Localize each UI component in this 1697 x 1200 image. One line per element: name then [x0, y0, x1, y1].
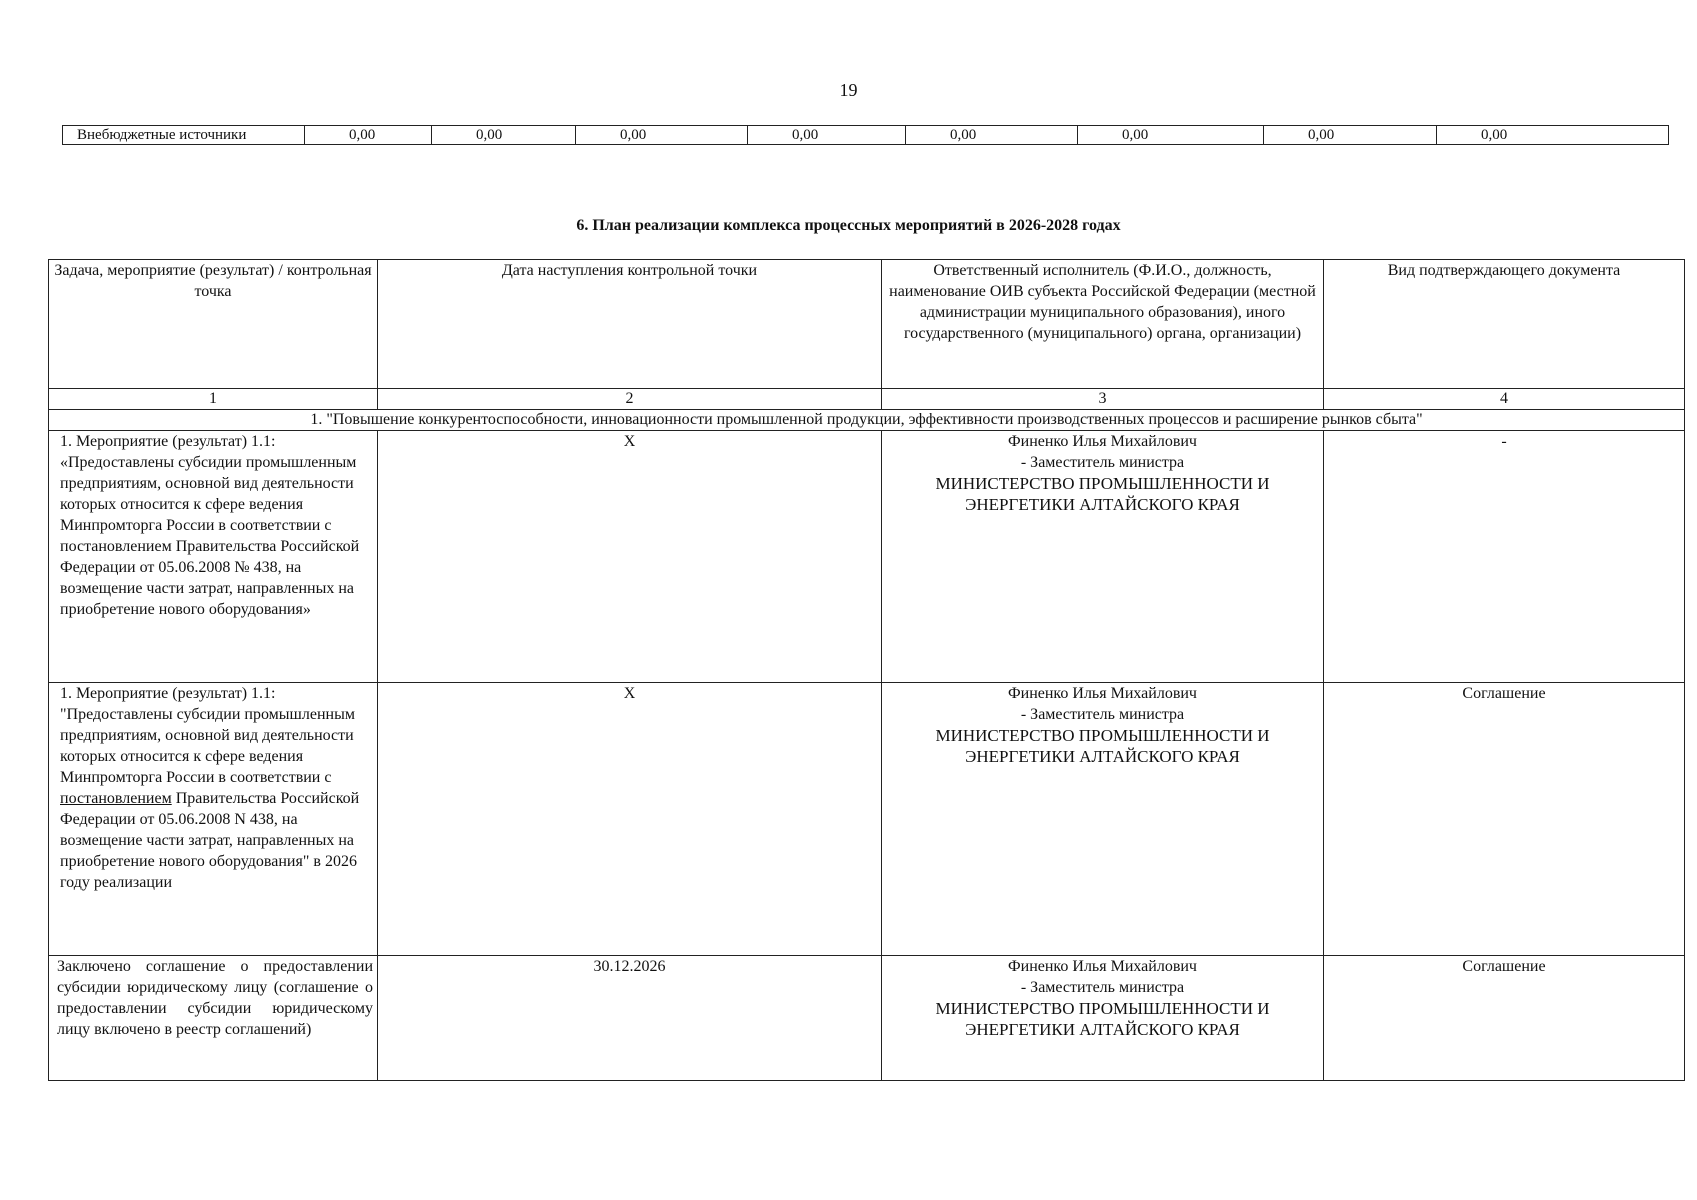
row-document: - [1324, 431, 1685, 683]
funding-value: 0,00 [432, 126, 576, 145]
row-document: Соглашение [1324, 956, 1685, 1081]
responsible-person: Финенко Илья Михайлович [1008, 433, 1197, 450]
row-task: Заключено соглашение о предоставлении субсидии юридическому лицу (соглашение о предоставлении субсидии юридическому лицу включено в реестр соглашений) [49, 956, 378, 1081]
funding-row-label: Внебюджетные источники [63, 126, 305, 145]
column-number: 3 [882, 389, 1324, 410]
row-task [49, 683, 378, 956]
column-number: 1 [49, 389, 378, 410]
funding-value: 0,00 [748, 126, 906, 145]
funding-value: 0,00 [305, 126, 432, 145]
responsible-ministry: МИНИСТЕРСТВО ПРОМЫШЛЕННОСТИ И ЭНЕРГЕТИКИ АЛТАЙСКОГО КРАЯ [935, 474, 1270, 514]
task-text: 1. Мероприятие (результат) 1.1: "Предоставлены субсидии промышленным предприятиям, основной вид деятельности которых относится к сфере ведения Минпромторга России в соответствии с [60, 685, 355, 786]
responsible-person: Финенко Илья Михайлович [1008, 958, 1197, 975]
plan-table-header [49, 260, 1685, 389]
funding-value: 0,00 [1078, 126, 1264, 145]
table-row [49, 431, 1685, 683]
column-number: 4 [1324, 389, 1685, 410]
header-responsible: Ответственный исполнитель (Ф.И.О., должность, наименование ОИВ субъекта Российской Федерации (местной администрации муниципального образования), иного государственного (муниципального) органа, организации) [882, 260, 1324, 389]
plan-table [48, 259, 1685, 1081]
row-document: Соглашение [1324, 683, 1685, 956]
responsible-ministry: МИНИСТЕРСТВО ПРОМЫШЛЕННОСТИ И ЭНЕРГЕТИКИ АЛТАЙСКОГО КРАЯ [935, 726, 1270, 766]
funding-row-extrabudgetary [63, 126, 1669, 145]
row-task: 1. Мероприятие (результат) 1.1: «Предоставлены субсидии промышленным предприятиям, основной вид деятельности которых относится к сфере ведения Минпромторга России в соответствии с постановлением Правительства Российской Федерации от 05.06.2008 № 438, на возмещение части затрат, направленных на приобретение нового оборудования» [49, 431, 378, 683]
column-numbers-row [49, 389, 1685, 410]
section-row [49, 410, 1685, 431]
section-row-text: 1. "Повышение конкурентоспособности, инновационности промышленной продукции, эффективности производственных процессов и расширение рынков сбыта" [49, 410, 1685, 431]
header-date: Дата наступления контрольной точки [378, 260, 882, 389]
row-date: X [378, 431, 882, 683]
column-number: 2 [378, 389, 882, 410]
responsible-person: Финенко Илья Михайлович [1008, 685, 1197, 702]
funding-value: 0,00 [1437, 126, 1669, 145]
row-date: X [378, 683, 882, 956]
resolution-link[interactable]: постановлением [60, 790, 172, 807]
responsible-position: - Заместитель министра [1020, 706, 1185, 723]
responsible-position: - Заместитель министра [1020, 454, 1185, 471]
header-document: Вид подтверждающего документа [1324, 260, 1685, 389]
table-row [49, 956, 1685, 1081]
row-responsible [882, 431, 1324, 683]
section-title: 6. План реализации комплекса процессных мероприятий в 2026-2028 годах [576, 217, 1121, 234]
page-number: 19 [839, 80, 858, 100]
row-responsible [882, 683, 1324, 956]
funding-table [62, 125, 1669, 145]
row-responsible [882, 956, 1324, 1081]
task-text: Правительства Российской Федерации от 05.06.2008 N 438, на возмещение части затрат, направленных на приобретение нового оборудования" в 2026 году реализации [60, 790, 360, 891]
table-row [49, 683, 1685, 956]
row-date: 30.12.2026 [378, 956, 882, 1081]
responsible-position: - Заместитель министра [1020, 979, 1185, 996]
responsible-ministry: МИНИСТЕРСТВО ПРОМЫШЛЕННОСТИ И ЭНЕРГЕТИКИ АЛТАЙСКОГО КРАЯ [935, 999, 1270, 1039]
header-task: Задача, мероприятие (результат) / контрольная точка [49, 260, 378, 389]
funding-value: 0,00 [576, 126, 748, 145]
funding-value: 0,00 [1264, 126, 1437, 145]
funding-value: 0,00 [906, 126, 1078, 145]
